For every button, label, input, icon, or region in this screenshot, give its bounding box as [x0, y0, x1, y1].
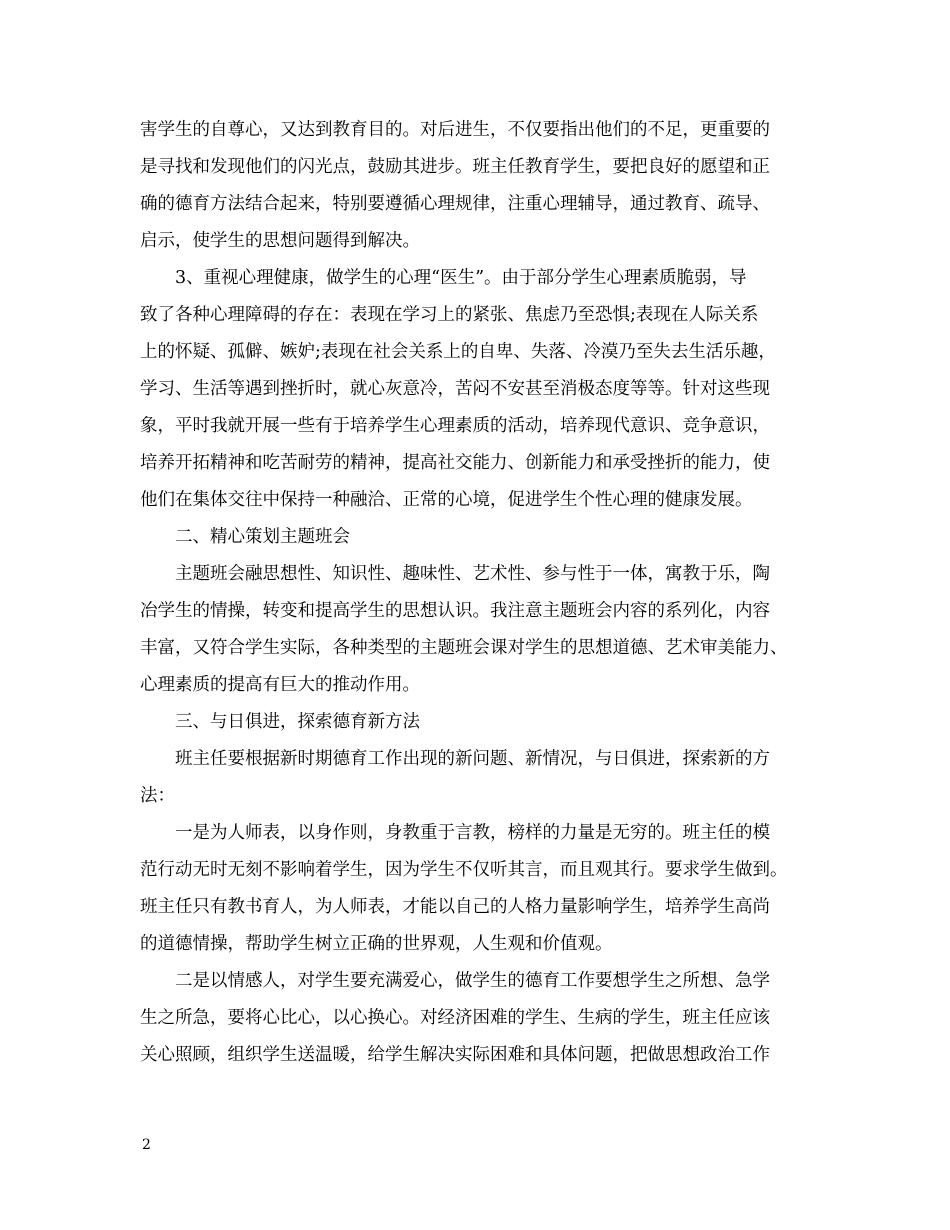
text-line: 培养开拓精神和吃苦耐劳的精神，提高社交能力、创新能力和承受挫折的能力，使 [140, 453, 770, 473]
text-line: 致了各种心理障碍的存在：表现在学习上的紧张、焦虑乃至恐惧;表现在人际关系 [140, 305, 759, 325]
text-line: 二、精心策划主题班会 [175, 527, 350, 547]
text-line: 一是为人师表，以身作则，身教重于言教，榜样的力量是无穷的。班主任的模 [175, 823, 770, 843]
text-line: 3、重视心理健康，做学生的心理“医生”。由于部分学生心理素质脆弱，导 [175, 268, 747, 288]
page-number: 2 [142, 1137, 151, 1153]
text-line: 启示，使学生的思想问题得到解决。 [140, 231, 420, 251]
text-line: 确的德育方法结合起来，特别要遵循心理规律，注重心理辅导，通过教育、疏导、 [140, 194, 770, 214]
document-body [140, 112, 840, 1074]
text-line: 害学生的自尊心，又达到教育目的。对后进生，不仅要指出他们的不足，更重要的 [140, 120, 770, 140]
text-line: 心理素质的提高有巨大的推动作用。 [140, 675, 420, 695]
text-line: 主题班会融思想性、知识性、趣味性、艺术性、参与性于一体，寓教于乐，陶 [175, 564, 770, 584]
text-line: 范行动无时无刻不影响着学生，因为学生不仅听其言，而且观其行。要求学生做到。 [140, 860, 788, 880]
text-line: 他们在集体交往中保持一种融洽、正常的心境，促进学生个性心理的健康发展。 [140, 490, 753, 510]
text-line: 象，平时我就开展一些有于培养学生心理素质的活动，培养现代意识、竞争意识， [140, 416, 770, 436]
text-line: 的道德情操，帮助学生树立正确的世界观，人生观和价值观。 [140, 934, 613, 954]
text-line: 班主任只有教书育人，为人师表，才能以自己的人格力量影响学生，培养学生高尚 [140, 897, 770, 917]
text-line: 上的怀疑、孤僻、嫉妒;表现在社会关系上的自卑、失落、冷漠乃至失去生活乐趣， [140, 342, 776, 362]
text-line: 二是以情感人，对学生要充满爱心，做学生的德育工作要想学生之所想、急学 [175, 971, 770, 991]
text-line: 关心照顾，组织学生送温暖，给学生解决实际困难和具体问题，把做思想政治工作 [140, 1045, 770, 1065]
text-line: 生之所急，要将心比心，以心换心。对经济困难的学生、生病的学生，班主任应该 [140, 1008, 770, 1028]
text-line: 是寻找和发现他们的闪光点，鼓励其进步。班主任教育学生，要把良好的愿望和正 [140, 157, 770, 177]
text-line: 丰富，又符合学生实际，各种类型的主题班会课对学生的思想道德、艺术审美能力、 [140, 638, 788, 658]
text-line: 班主任要根据新时期德育工作出现的新问题、新情况，与日俱进，探索新的方 [175, 749, 770, 769]
text-line: 冶学生的情操，转变和提高学生的思想认识。我注意主题班会内容的系列化，内容 [140, 601, 770, 621]
text-line: 法： [140, 786, 175, 806]
text-line: 学习、生活等遇到挫折时，就心灰意冷，苦闷不安甚至消极态度等等。针对这些现 [140, 379, 770, 399]
text-line: 三、与日俱进，探索德育新方法 [175, 712, 420, 732]
